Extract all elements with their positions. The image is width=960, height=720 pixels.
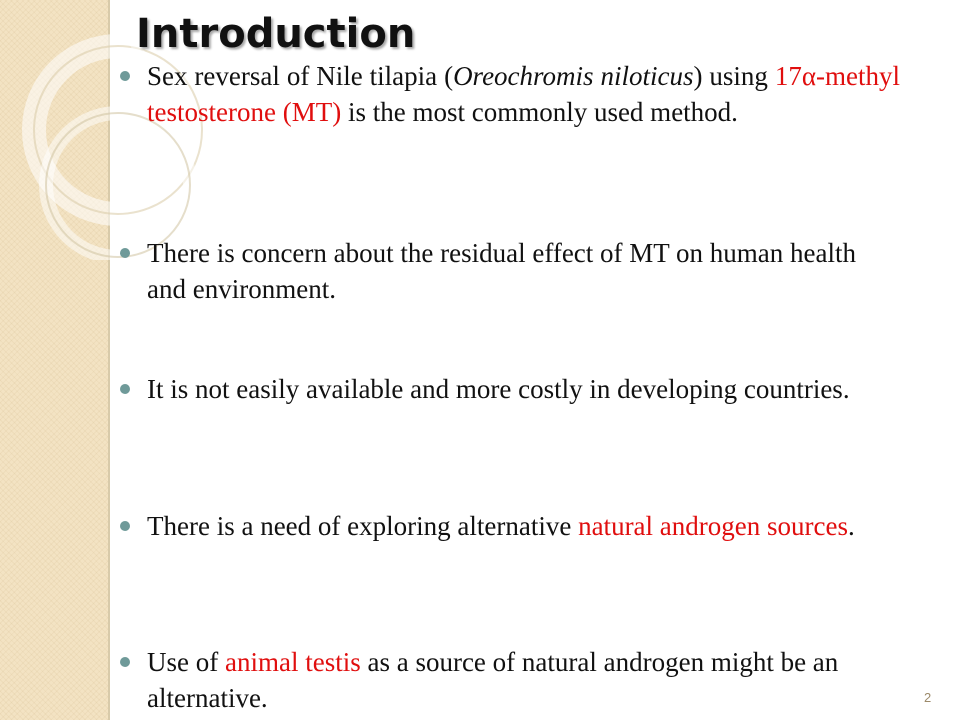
- bullet-item: [120, 371, 900, 407]
- highlighted-term: natural androgen sources: [578, 511, 848, 541]
- bullet-dot-icon: [120, 384, 130, 394]
- slide-title: Introduction: [136, 11, 416, 57]
- bullet-text: ) using: [693, 61, 775, 91]
- highlighted-term: animal testis: [224, 647, 361, 677]
- bullet-item: [120, 644, 900, 716]
- bullet-item: [120, 508, 900, 544]
- bullet-dot-icon: [120, 521, 130, 531]
- bullet-text: Use of: [147, 647, 225, 677]
- highlighted-term: 17α-methyl testosterone (MT): [147, 61, 900, 127]
- bullet-text: .: [847, 511, 855, 541]
- bullet-dot-icon: [120, 248, 130, 258]
- bullet-dot-icon: [120, 657, 130, 667]
- species-name: Oreochromis niloticus: [453, 61, 694, 91]
- bullet-item: [120, 58, 900, 130]
- bullet-text: There is a need of exploring alternative: [147, 511, 579, 541]
- bullet-text: as a source of natural androgen might be an alternative.: [147, 647, 839, 713]
- bullet-text: is the most commonly used method.: [341, 97, 738, 127]
- bullet-dot-icon: [120, 71, 130, 81]
- bullet-text: Sex reversal of Nile tilapia (: [147, 61, 454, 91]
- bullet-text: There is concern about the residual effect of MT on human health and environment.: [147, 238, 857, 304]
- bullet-item: [120, 235, 900, 307]
- page-number: 2: [924, 690, 932, 705]
- bullet-text: It is not easily available and more costly in developing countries.: [147, 374, 850, 404]
